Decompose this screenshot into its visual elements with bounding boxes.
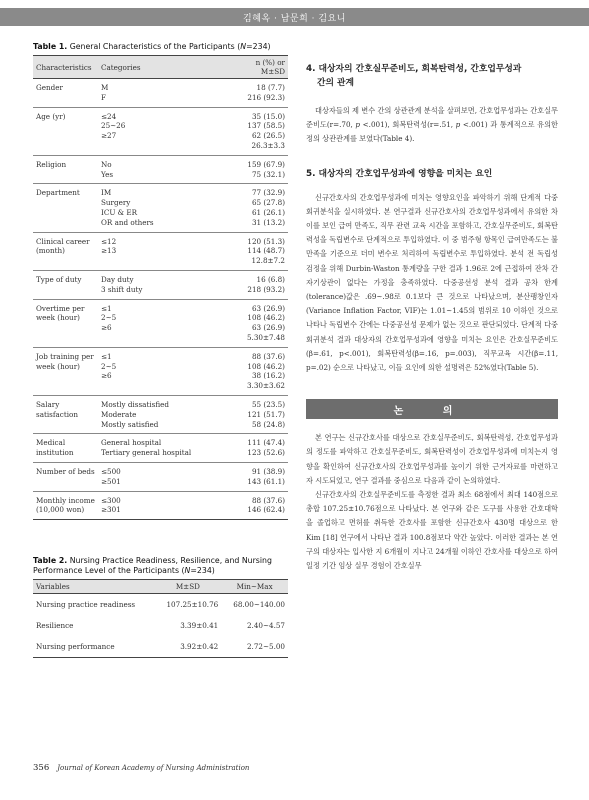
table1-category: ≤12	[101, 236, 117, 246]
table1-category: ICU & ER	[101, 207, 138, 217]
table1-value: 120 (51.3)	[247, 236, 285, 246]
table2-caption	[33, 556, 288, 576]
table1-category: ≤500	[101, 466, 121, 476]
table1-cell-characteristic: Age (yr)	[33, 107, 98, 155]
journal-name: Journal of Korean Academy of Nursing Administration	[57, 764, 250, 772]
table1-value: 91 (38.9)	[251, 466, 285, 476]
table1-value: 159 (67.9)	[247, 159, 285, 169]
table1-cell-values	[223, 299, 288, 347]
table1-value: 216 (92.3)	[247, 92, 285, 102]
table1-col-n	[223, 56, 288, 79]
table1-category: IM	[101, 188, 112, 198]
table1-row	[33, 491, 288, 520]
section4-heading-line1: 4. 대상자의 간호실무준비도, 회복탄력성, 간호업무성과	[306, 64, 522, 74]
section4-paragraph	[306, 104, 558, 147]
discussion-paragraph-1: 본 연구는 신규간호사를 대상으로 간호실무준비도, 회복탄력성, 간호업무성과의 정도를 파악하고 간호실무준비도, 회복탄력성이 간호업무성과에 미치는지 영향을 확인하여 신규간호사의 간호업무성과를 높이기 위한 근거자료를 마련하고자 시도되었고, 연구 결과를 중심으로 다음과 같이 논의하였다.	[306, 433, 558, 485]
table1-value: 61 (26.1)	[251, 207, 285, 217]
table1-cell-characteristic: Salary satisfaction	[33, 395, 98, 433]
table1-category: ≥501	[101, 476, 121, 486]
table2-cell-range: 2.40~4.57	[246, 621, 285, 631]
table1-cell-values	[223, 462, 288, 491]
table1-category: 2~5	[101, 313, 117, 323]
table1-category: ≤24	[101, 111, 117, 121]
table1-cell-values	[223, 232, 288, 270]
table1-cell-categories	[98, 395, 223, 433]
table1-value: 137 (58.5)	[247, 121, 285, 131]
table1-value: 63 (26.9)	[251, 303, 285, 313]
table1-value: 62 (26.5)	[251, 131, 285, 141]
table1-category: Day duty	[101, 274, 134, 284]
p-symbol: p	[355, 120, 361, 130]
table1-value: 77 (32.9)	[251, 188, 285, 198]
table1-category: ≥301	[101, 505, 121, 515]
table1-value: 18 (7.7)	[256, 83, 285, 92]
table1-row	[33, 347, 288, 395]
table1-cell-characteristic: Number of beds	[33, 462, 98, 491]
table1-row	[33, 434, 288, 463]
table2-n-open: (	[181, 566, 185, 576]
table1-row	[33, 107, 288, 155]
table2-n-value: =234)	[190, 566, 215, 576]
table1-cell-categories	[98, 79, 223, 108]
table1-cell-values	[223, 184, 288, 232]
table1-row	[33, 270, 288, 299]
table1-cell-categories	[98, 491, 223, 520]
table2-row	[33, 636, 288, 658]
table1-row	[33, 395, 288, 433]
table1-category: Moderate	[101, 409, 137, 419]
table1-cell-categories	[98, 107, 223, 155]
table1-category: 2~5	[101, 361, 117, 371]
table1-value: 121 (51.7)	[247, 409, 285, 419]
table1-value: 38 (16.2)	[251, 371, 285, 381]
table1-n-value: =234)	[246, 42, 271, 51]
table1-category: ≥6	[101, 371, 112, 381]
table1-cell-characteristic: Gender	[33, 79, 98, 108]
table1-category: General hospital	[101, 438, 162, 448]
table2-cell-msd: 3.39±0.41	[180, 621, 219, 631]
table2-header-row	[33, 580, 288, 594]
table1-cell-characteristic: Department	[33, 184, 98, 232]
table1-cell-characteristic: Medical institution	[33, 434, 98, 463]
table1-category: ≤300	[101, 495, 121, 505]
right-column	[306, 62, 558, 573]
page-number: 356	[33, 763, 50, 773]
table2-col-range: Min~Max	[221, 580, 288, 594]
table1-cell-characteristic: Monthly income (10,000 won)	[33, 491, 98, 520]
table1-value: 108 (46.2)	[247, 313, 285, 323]
table1-value: 88 (37.6)	[251, 351, 285, 361]
table1-category: ≥6	[101, 323, 112, 333]
table1-row	[33, 299, 288, 347]
table2-cell-variable: Nursing practice readiness	[36, 600, 136, 610]
table1-value: 218 (93.2)	[247, 284, 285, 294]
table1-cell-values	[223, 79, 288, 108]
table2-cell-msd: 107.25±10.76	[166, 600, 219, 610]
table2-title: Nursing Practice Readiness, Resilience, and Nursing Performance Level of the Participants	[33, 556, 272, 576]
table1-body	[33, 79, 288, 520]
table1-value: 55 (23.5)	[251, 399, 285, 409]
table1-category	[101, 333, 220, 343]
table1-cell-values	[223, 270, 288, 299]
table1-value: 12.8±7.2	[251, 256, 285, 266]
table1-category: Mostly satisfied	[101, 419, 159, 429]
table1-cell-categories	[98, 184, 223, 232]
table1-value: 58 (24.8)	[251, 419, 285, 429]
section5-paragraph: 신규간호사의 간호업무성과에 미치는 영향요인을 파악하기 위해 단계적 다중회귀분석을 실시하였다. 본 연구결과 신규간호사의 간호업무성과에서 유의한 차이를 보인 급여 만족도, 직무 관련 교육 시간을 포함하고, 간호실무준비도, 회복탄력성을 독립변수로 단계적으로 투입하였다. 이 중 범주형 항목인 급여만족도는 불만족을 기준으로 더미 변수로 처리하여 독립변수로 투입하였다. 분석 전 독립성 검정을 위해 Durbin-Waston 통계량을 구한 결과 1.96로 2에 근접하여 잔차 간 자기상관이 없다는 가정을 충족하였다. 다중공선성 분석 결과 공차 한계(tolerance)값은 .69~.98로 0.1보다 큰 것으로 나타났으며, 분산팽창인자(Variance Inflation Factor, VIF)는 1.01~1.45의 범위로 10 이하인 것으로 나타나 독립변수 간에는 다중공선성 문제가 없는 것으로 판단되었다. 단계적 다중회귀분석 결과 대상자의 간호업무성과에 영향을 미치는 요인은 간호실무준비도(β=.61, p<.001), 회복탄력성(β=.16, p=.003), 직무교육 시간(β=.11, p=.02) 순으로 나타났고, 이들 요인에 의한 설명력은 52%였다(Table 5).	[306, 192, 558, 373]
table1-cell-categories	[98, 462, 223, 491]
table1-col-characteristics: Characteristics	[33, 56, 98, 79]
table1-value: 88 (37.6)	[251, 495, 285, 505]
table1-cell-categories	[98, 299, 223, 347]
table1-cell-characteristic: Clinical career (month)	[33, 232, 98, 270]
table1-row	[33, 79, 288, 108]
table1-category: Surgery	[101, 198, 131, 208]
table1-cell-categories	[98, 434, 223, 463]
table1-value: 75 (32.1)	[251, 169, 285, 179]
table1-value: 3.30±3.62	[246, 381, 285, 391]
section5-heading: 5. 대상자의 간호업무성과에 영향을 미치는 요인	[306, 168, 493, 179]
discussion-paragraph-2: 신규간호사의 간호실무준비도를 측정한 결과 최소 68점에서 최대 140점으로 총합 107.25±10.76점으로 나타났다. 본 연구와 같은 도구를 사용한 간호대학을 졸업하고 면허를 취득한 간호사를 포함한 신규간호사 430명 대상으로 한 Kim [18] 연구에서 나타난 결과 100.8점보다 약간 높았다. 이러한 결과는 본 연구의 대상자는 입사한 지 6개월이 지나고 24개월 이하인 간호사를 대상으로 하여 일정 기간 임상 실무 경험이 간호실무	[306, 490, 558, 571]
table1-cell-categories	[98, 155, 223, 184]
table1-category: ≥13	[101, 246, 117, 256]
table1-col-n-line1: n (%) or	[255, 58, 285, 67]
table1-col-categories: Categories	[98, 56, 223, 79]
table1-row	[33, 462, 288, 491]
table1-cell-categories	[98, 347, 223, 395]
table1-cell-categories	[98, 232, 223, 270]
table1-cell-values	[223, 155, 288, 184]
table1-value: 146 (62.4)	[247, 505, 285, 515]
table1-value: 143 (61.1)	[247, 476, 285, 486]
table1-cell-categories	[98, 270, 223, 299]
discussion-heading: 논 의	[306, 399, 558, 419]
table2-col-variables: Variables	[33, 580, 154, 594]
table1-cell-characteristic: Overtime per week (hour)	[33, 299, 98, 347]
table1-category: M	[101, 83, 109, 92]
table1-cell-values	[223, 395, 288, 433]
table2-cell-msd: 3.92±0.42	[154, 636, 221, 658]
table1-value: 65 (27.8)	[251, 198, 285, 208]
table1-category: No	[101, 159, 112, 169]
table1-cell-values	[223, 107, 288, 155]
table1-value: 108 (46.2)	[247, 361, 285, 371]
section4-heading-line2: 간의 관계	[317, 78, 355, 88]
header-authors: 김혜옥 · 남문희 · 김요니	[243, 13, 346, 24]
table1-category	[101, 381, 220, 391]
table2-col-msd: M±SD	[154, 580, 221, 594]
table1-header-row	[33, 56, 288, 79]
table1-value: 5.30±7.48	[246, 332, 285, 342]
table1-category: Tertiary general hospital	[101, 448, 192, 458]
table1-category	[101, 256, 220, 266]
table1-category: ≥27	[101, 131, 117, 141]
table2	[33, 579, 288, 658]
table1-row	[33, 155, 288, 184]
table1-label: Table 1.	[33, 42, 68, 51]
table1-category: 3 shift duty	[101, 284, 143, 294]
table1-category: ≤1	[101, 303, 112, 313]
table2-row	[33, 615, 288, 636]
table1-value: 31 (13.2)	[251, 217, 285, 227]
table1-cell-values	[223, 434, 288, 463]
table1-n-label: N	[240, 42, 247, 51]
table1-category: Yes	[101, 169, 114, 179]
table2-label: Table 2.	[33, 556, 68, 566]
section4-heading	[306, 62, 558, 90]
table1-cell-values	[223, 491, 288, 520]
table1	[33, 55, 288, 520]
table1-cell-characteristic: Religion	[33, 155, 98, 184]
section4-text-b: <.001), 회복탄력성(r=.51,	[360, 120, 456, 130]
table1-category: F	[101, 92, 106, 102]
table2-cell-range: 2.72~5.00	[221, 636, 288, 658]
table2-cell-range: 68.00~140.00	[233, 600, 285, 610]
table2-row	[33, 594, 288, 616]
table1-category	[101, 141, 220, 151]
table1-value: 63 (26.9)	[251, 323, 285, 333]
table2-n-label: N	[184, 566, 191, 576]
table1-value: 26.3±3.3	[251, 140, 285, 150]
table1-value: 111 (47.4)	[247, 438, 285, 448]
table1-category: ≤1	[101, 351, 112, 361]
p-symbol: p	[455, 120, 461, 130]
table1-value: 16 (6.8)	[256, 274, 285, 284]
page-footer	[33, 763, 249, 773]
table1-cell-characteristic: Job training per week (hour)	[33, 347, 98, 395]
table1-value: 123 (52.6)	[247, 448, 285, 458]
table2-cell-variable: Nursing performance	[33, 636, 154, 658]
section4-text-a: 대상자들의 제 변수 간의 상관관계 분석을 살펴보면, 간호업무성과는 간호실무준비도(r=.70,	[306, 106, 558, 130]
table2-cell-variable: Resilience	[36, 621, 74, 631]
table1-cell-characteristic: Type of duty	[33, 270, 98, 299]
table1-category: 25~26	[101, 121, 126, 131]
running-header	[0, 8, 589, 26]
table1-category: Mostly dissatisfied	[101, 399, 169, 409]
table1-col-n-line2: M±SD	[260, 67, 285, 76]
table1-row	[33, 232, 288, 270]
table1-category: OR and others	[101, 217, 154, 227]
table1-value: 35 (15.0)	[251, 111, 285, 121]
section4-text-c: <.001) 과 통계적으로 유의한 정의 상관관계를 보였다(Table 4).	[306, 120, 558, 144]
left-column	[33, 42, 288, 658]
table1-cell-values	[223, 347, 288, 395]
table1-caption	[33, 42, 288, 52]
table1-row	[33, 184, 288, 232]
table1-value: 114 (48.7)	[247, 246, 285, 256]
table1-title: General Characteristics of the Participants (	[69, 42, 241, 51]
